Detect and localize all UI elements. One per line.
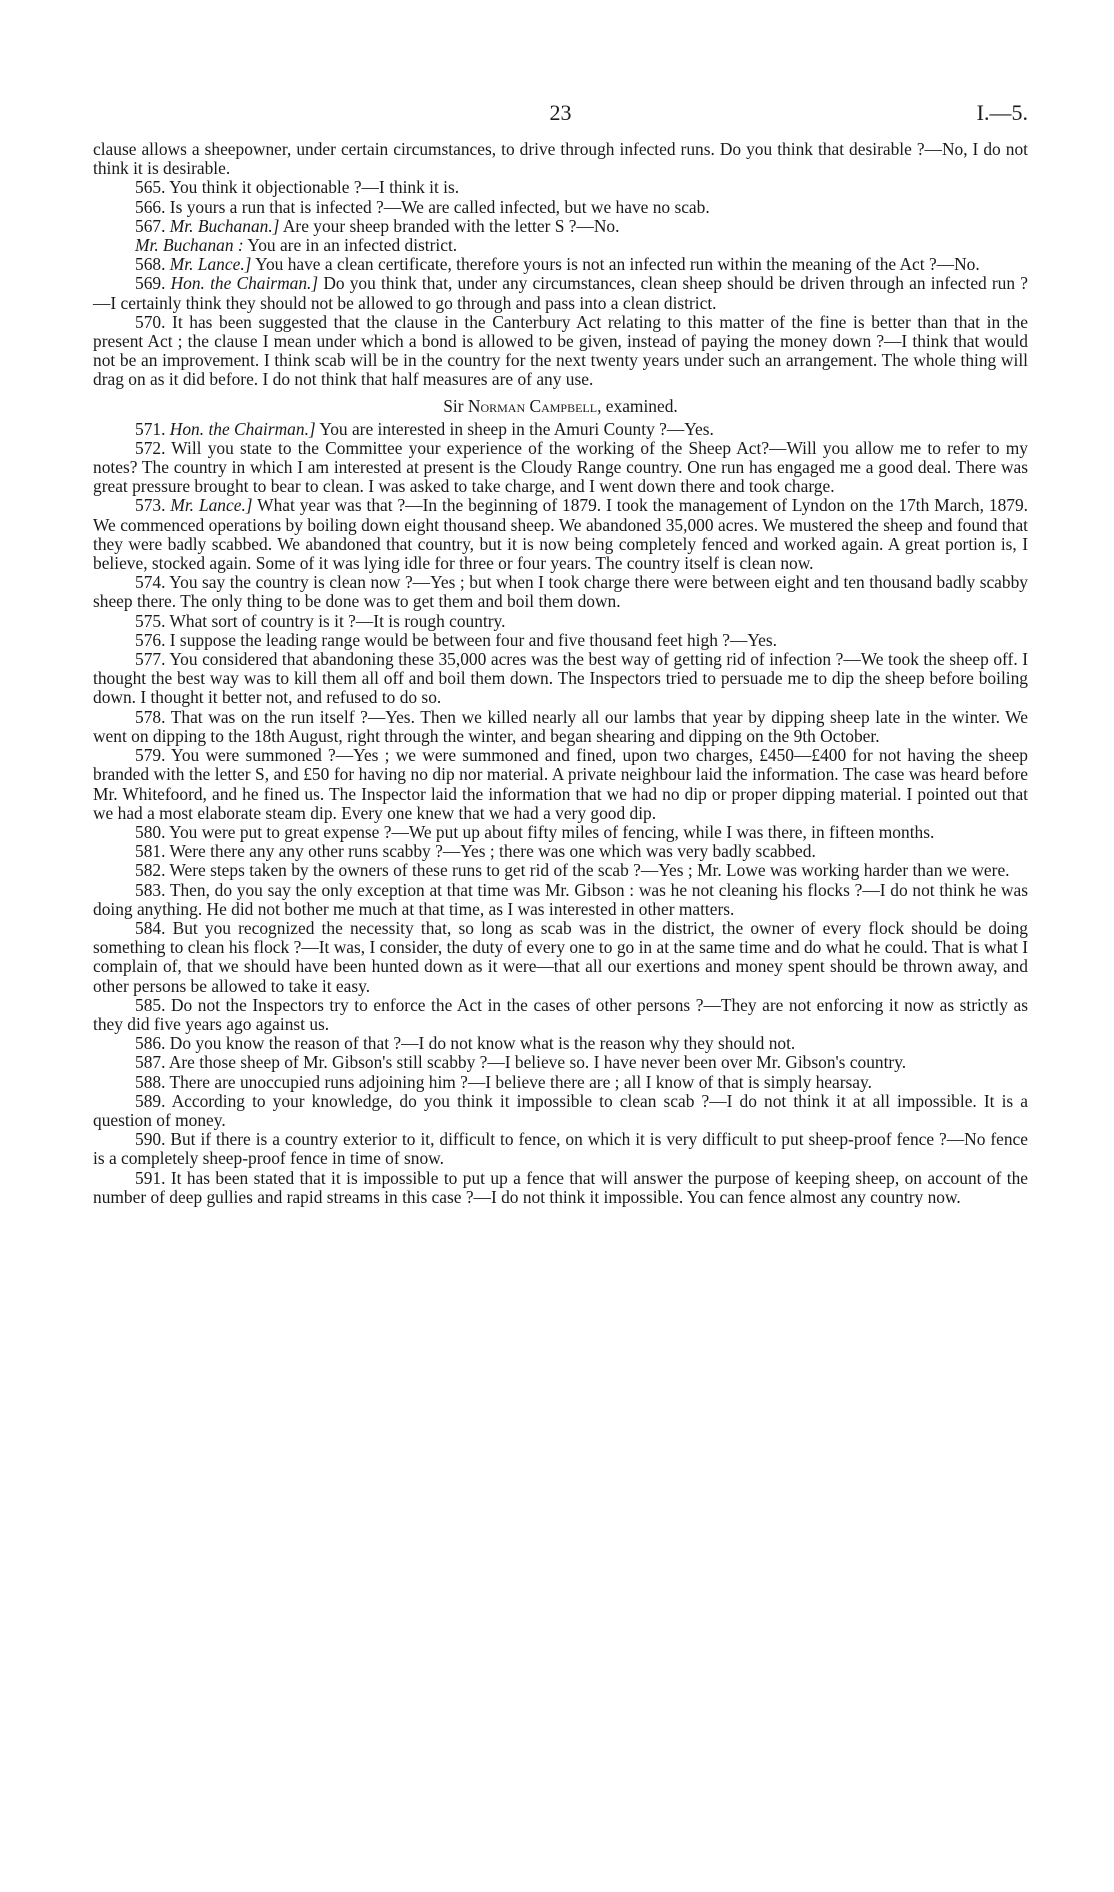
- paragraph: 573. Mr. Lance.] What year was that ?—In the beginning of 1879. I took the management of Lyndon on the 17th March, 1879. We commenced operations by boiling down eight thousand sheep. We abandoned 35,000 acres. We mustered the sheep and found that they were badly scabbed. We abandoned that country, but it is now being completely fenced and worked again. A great portion is, I believe, stocked again. Some of it was lying idle for three or four years. The country itself is clean now.: [93, 495, 1029, 574]
- paragraph: 566. Is yours a run that is infected ?—We are called infected, but we have no scab.: [135, 196, 710, 217]
- paragraph: 572. Will you state to the Committee your experience of the working of the Sheep Act?—Will you allow me to refer to my notes? The country in which I am interested at present is the Cloudy Range country. One run has engaged me a good deal. There was great pressure brought to bear to clean. I was asked to take charge, and I went down there and took charge.: [93, 437, 1028, 497]
- paragraph: 585. Do not the Inspectors try to enforce the Act in the cases of other persons ?—They are not enforcing it now as strictly as they did five years ago against us.: [93, 994, 1028, 1034]
- paragraph: 574. You say the country is clean now ?—Yes ; but when I took charge there were between eight and ten thousand badly scabby sheep there. The only thing to be done was to get them and boil them down.: [93, 572, 1028, 612]
- document-reference: I.—5.: [976, 100, 1028, 125]
- paragraph: 583. Then, do you say the only exception at that time was Mr. Gibson : was he not cleaning his flocks ?—I do not think he was doing anything. He did not bother me much at that time, as I was interested in other matters.: [93, 879, 1028, 919]
- paragraph: 590. But if there is a country exterior to it, difficult to fence, on which it is very difficult to put sheep-proof fence ?—No fence is a completely sheep-proof fence in time of snow.: [93, 1129, 1028, 1169]
- paragraph: 578. That was on the run itself ?—Yes. Then we killed nearly all our lambs that year by dipping sheep late in the winter. We went on dipping to the 18th August, right through the winter, and began shearing and dipping on the 9th October.: [93, 706, 1028, 746]
- paragraph: 577. You considered that abandoning these 35,000 acres was the best way of getting rid of infection ?—We took the sheep off. I thought the best way was to kill them all off and boil them down. The Inspectors tried to persuade me to dip the sheep before boiling down. I thought it better not, and refused to do so.: [93, 649, 1028, 708]
- paragraph: 581. Were there any any other runs scabby ?—Yes ; there was one which was very badly scabbed.: [135, 841, 816, 862]
- page-header: [93, 100, 1028, 140]
- paragraph: 591. It has been stated that it is impossible to put up a fence that will answer the purpose of keeping sheep, on account of the number of deep gullies and rapid streams in this case ?—I do not think it impossible. You can fence almost any country now.: [93, 1167, 1028, 1207]
- paragraph: 569. Hon. the Chairman.] Do you think that, under any circumstances, clean sheep should be driven through an infected run ?—I certainly think they should not be allowed to go through and pass into a clean district.: [93, 273, 1028, 313]
- witness-heading: Sir Norman Campbell, examined.: [443, 395, 678, 416]
- paragraph: 579. You were summoned ?—Yes ; we were summoned and fined, upon two charges, £450—£400 for not having the sheep branded with the letter S, and £50 for having no dip nor material. A private neighbour laid the information. The case was heard before Mr. Whitefoord, and he fined us. The Inspector laid the information that we had no dip or proper dipping material. I pointed out that we had a most elaborate steam dip. Every one knew that we had a very good dip.: [93, 745, 1028, 823]
- paragraph: 582. Were steps taken by the owners of these runs to get rid of the scab ?—Yes ; Mr. Lowe was working harder than we were.: [135, 860, 1010, 881]
- paragraph: 587. Are those sheep of Mr. Gibson's still scabby ?—I believe so. I have never been over Mr. Gibson's country.: [135, 1052, 907, 1073]
- paragraph: Mr. Buchanan : You are in an infected district.: [135, 235, 458, 256]
- paragraph: 567. Mr. Buchanan.] Are your sheep branded with the letter S ?—No.: [135, 215, 620, 236]
- paragraph: 588. There are unoccupied runs adjoining him ?—I believe there are ; all I know of that is simply hearsay.: [135, 1071, 872, 1092]
- paragraph: 576. I suppose the leading range would be between four and five thousand feet high ?—Yes.: [135, 629, 778, 650]
- document-page: [93, 100, 1028, 1207]
- paragraph: 568. Mr. Lance.] You have a clean certificate, therefore yours is not an infected run within the meaning of the Act ?—No.: [135, 254, 980, 275]
- paragraph: 570. It has been suggested that the clause in the Canterbury Act relating to this matter of the fine is better than that in the present Act ; the clause I mean under which a bond is allowed to be given, instead of paying the money down ?—I think that would not be an improvement. I think scab will be in the country for the next twenty years under such an arrangement. The whole thing will drag on as it did before. I do not think that half measures are of any use.: [93, 311, 1028, 390]
- paragraph: 575. What sort of country is it ?—It is rough country.: [135, 610, 506, 631]
- paragraph: 565. You think it objectionable ?—I think it is.: [135, 177, 460, 198]
- paragraph: 586. Do you know the reason of that ?—I do not know what is the reason why they should not.: [135, 1033, 796, 1054]
- paragraph: 584. But you recognized the necessity that, so long as scab was in the district, the owner of every flock should be doing something to clean his flock ?—It was, I consider, the duty of every one to go in at the same time and do what he could. That is what I complain of, that we should have been hunted down as it were—that all our exertions and money spent should be thrown away, and other persons be allowed to take it easy.: [93, 917, 1028, 996]
- paragraph: 580. You were put to great expense ?—We put up about fifty miles of fencing, while I was there, in fifteen months.: [135, 821, 935, 842]
- paragraph: 589. According to your knowledge, do you think it impossible to clean scab ?—I do not think it at all impossible. It is a question of money.: [93, 1090, 1028, 1130]
- paragraph: clause allows a sheepowner, under certain circumstances, to drive through infected runs. Do you think that desirable ?—No, I do not think it is desirable.: [93, 139, 1028, 179]
- paragraph: 571. Hon. the Chairman.] You are interested in sheep in the Amuri County ?—Yes.: [135, 418, 714, 439]
- evidence-text: [93, 140, 1028, 1207]
- page-number: 23: [549, 100, 572, 125]
